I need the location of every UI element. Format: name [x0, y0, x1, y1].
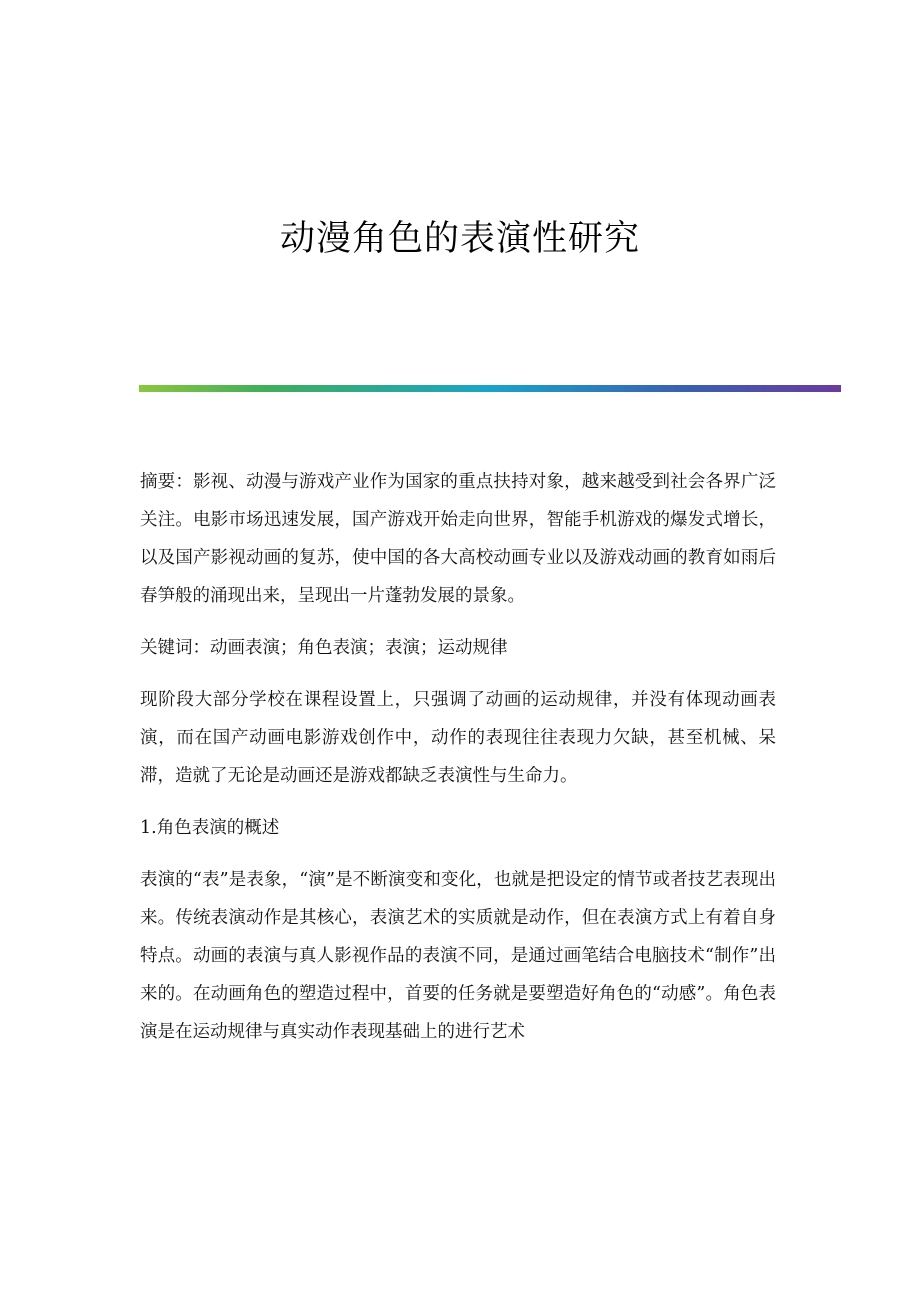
gradient-divider: [139, 385, 841, 392]
document-title: 动漫角色的表演性研究: [279, 219, 640, 259]
document-body: [140, 463, 776, 1065]
abstract-paragraph: 摘要：影视、动漫与游戏产业作为国家的重点扶持对象，越来越受到社会各界广泛关注。电影市场迅速发展，国产游戏开始走向世界，智能手机游戏的爆发式增长，以及国产影视动画的复苏，使中国的各大高校动画专业以及游戏动画的教育如雨后春笋般的涌现出来，呈现出一片蓬勃发展的景象。: [140, 472, 776, 606]
section-heading: 1.角色表演的概述: [140, 818, 280, 838]
intro-paragraph: 现阶段大部分学校在课程设置上，只强调了动画的运动规律，并没有体现动画表演，而在国产动画电影游戏创作中，动作的表现往往表现力欠缺，甚至机械、呆滞，造就了无论是动画还是游戏都缺乏表演性与生命力。: [140, 690, 776, 786]
section-paragraph: 表演的“表”是表象，“演”是不断演变和变化，也就是把设定的情节或者技艺表现出来。传统表演动作是其核心，表演艺术的实质就是动作，但在表演方式上有着自身特点。动画的表演与真人影视作品的表演不同，是通过画笔结合电脑技术“制作”出来的。在动画角色的塑造过程中，首要的任务就是要塑造好角色的“动感”。角色表演是在运动规律与真实动作表现基础上的进行艺术: [140, 870, 776, 1042]
keywords-line: 关键词：动画表演；角色表演；表演；运动规律: [140, 638, 508, 658]
